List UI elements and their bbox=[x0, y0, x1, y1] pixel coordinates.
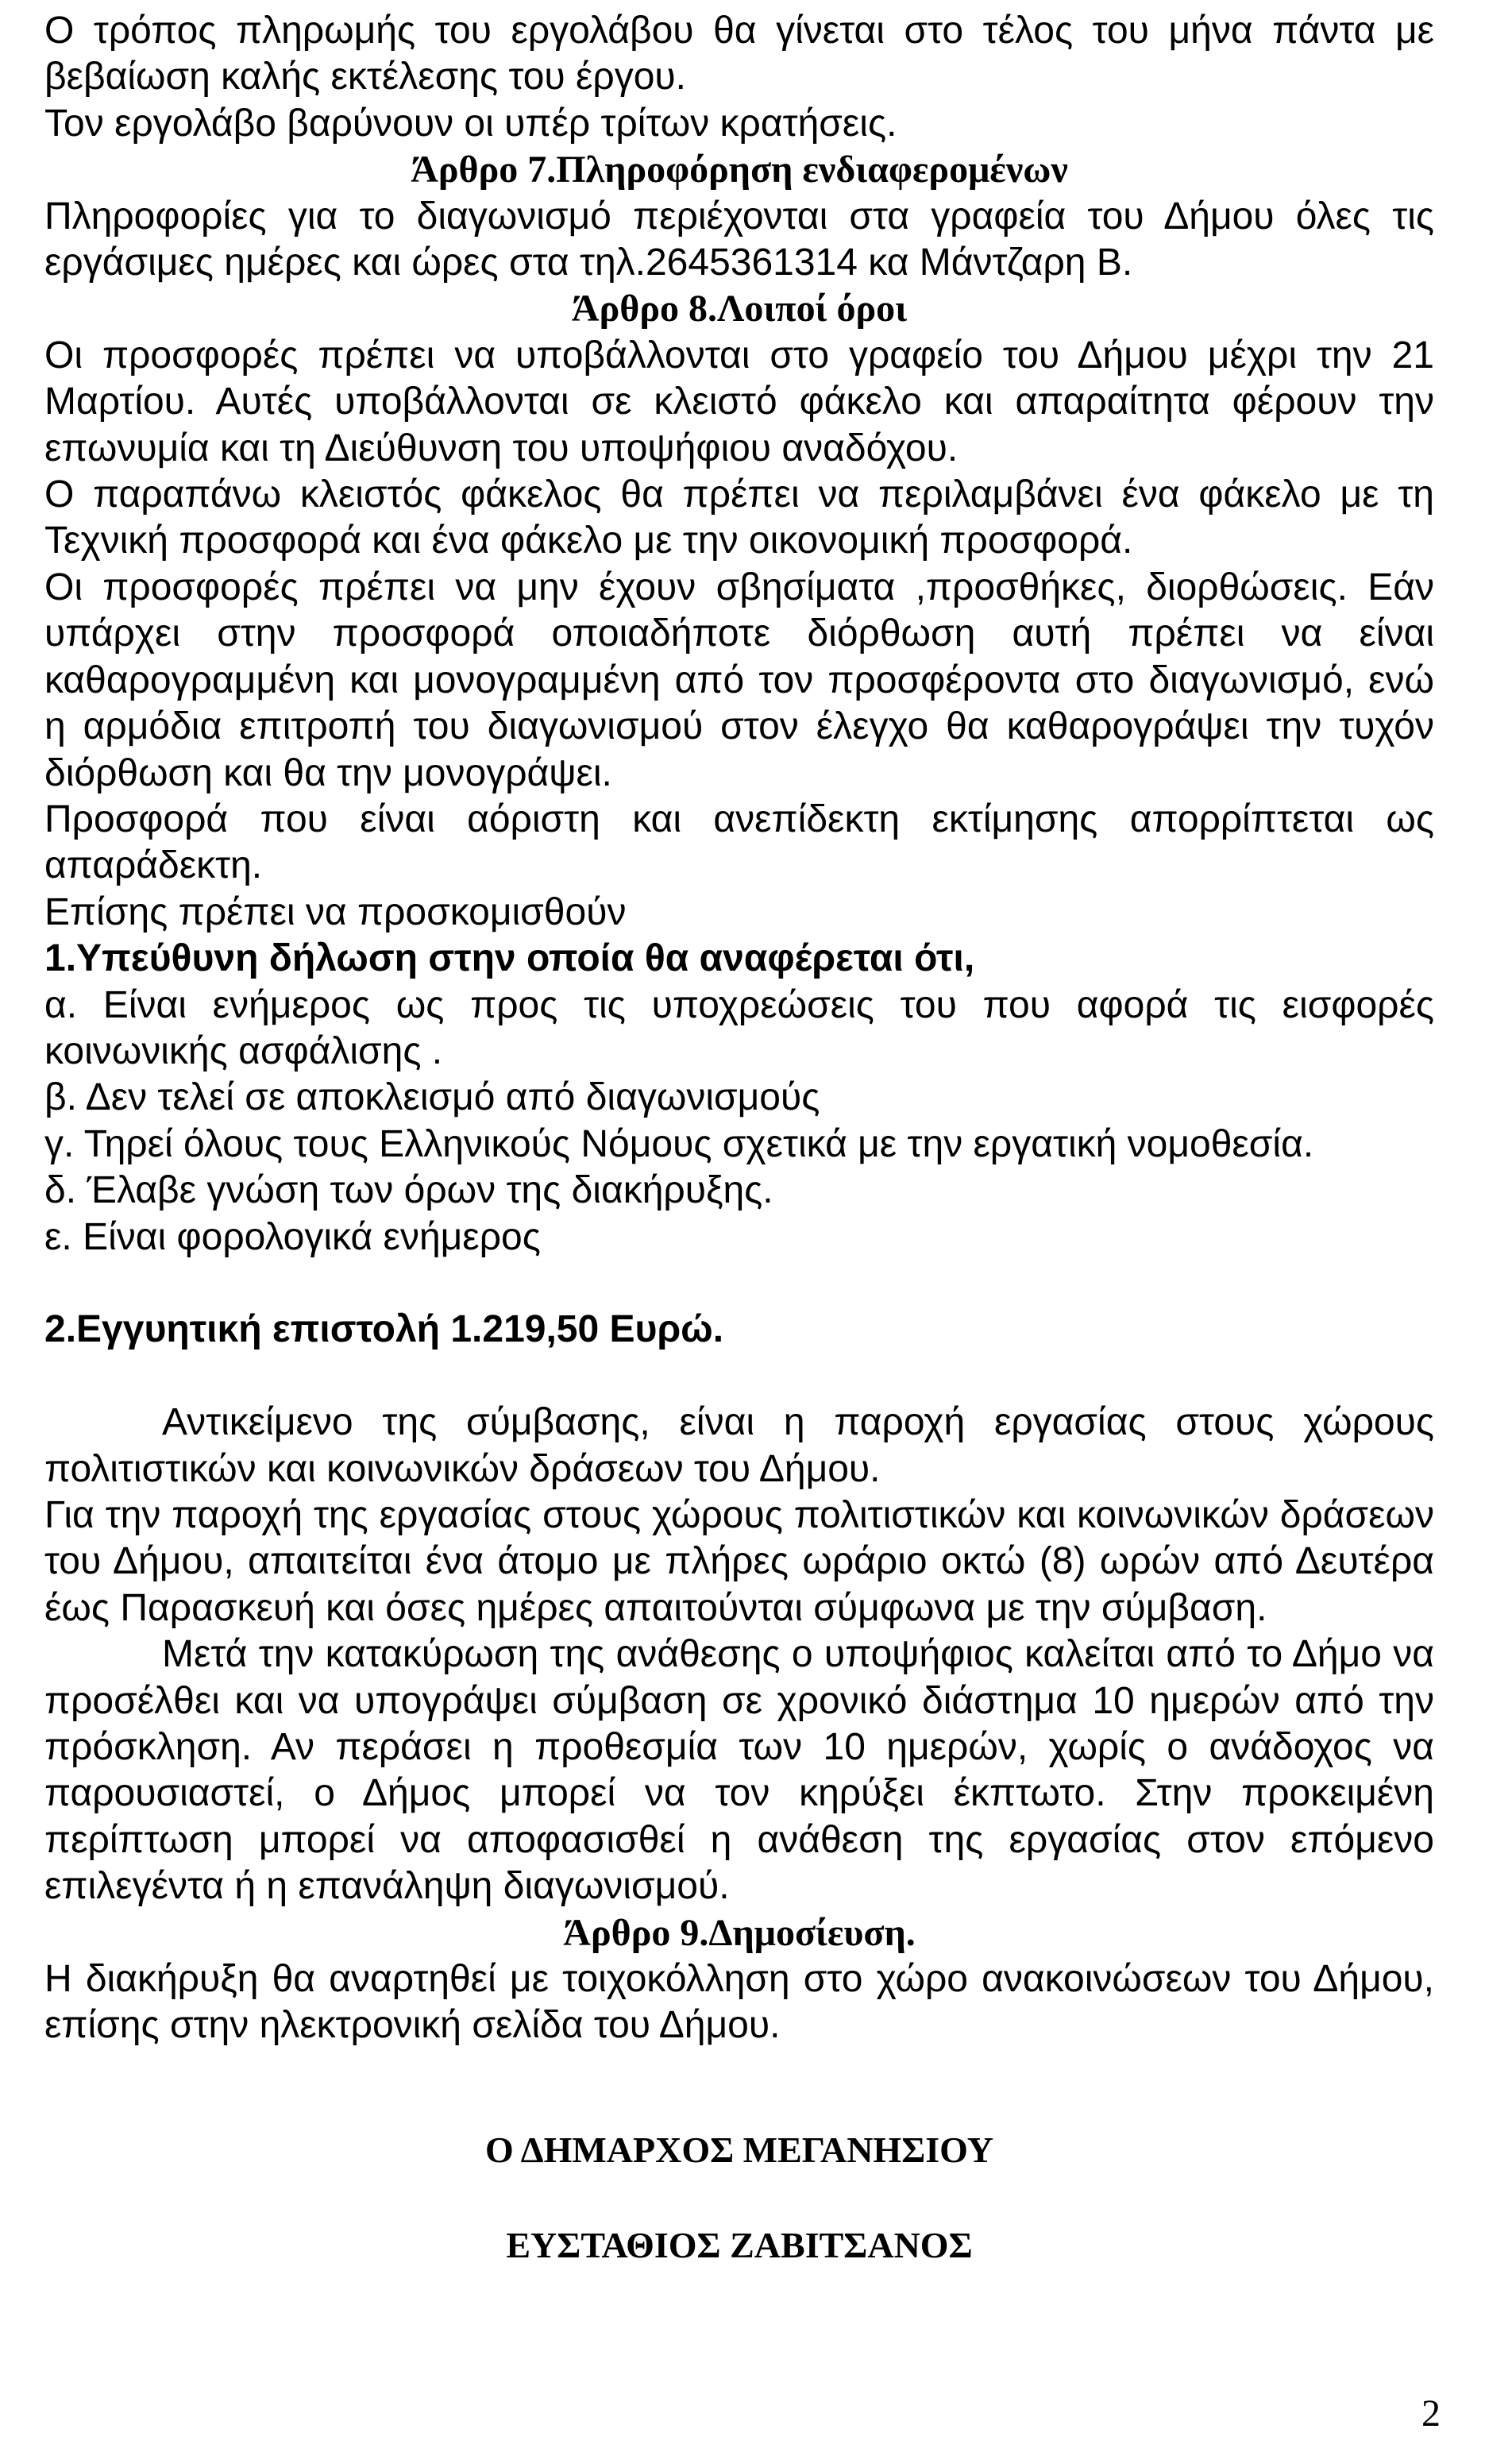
deductions-paragraph: Τον εργολάβο βαρύνουν οι υπέρ τρίτων κρατήσεις. bbox=[44, 102, 897, 145]
page-number: 2 bbox=[1421, 2392, 1441, 2435]
award-paragraph: Μετά την κατακύρωση της ανάθεσης ο υποψήφιος καλείται από το Δήμο να προσέλθει και να υπογράψει σύμβαση σε χρονικό διάστημα 10 ημερών από την πρόσκληση. Αν περάσει η προθεσμία των 10 ημερών, χωρίς ο ανάδοχος να παρουσιαστεί, ο Δήμος μπορεί να τον κηρύξει έκπτωτο. Στην προκειμένη περίπτωση μπορεί να αποφασισθεί η ανάθεση της εργασίας στον επόμενο επιλεγέντα ή η επανάληψη διαγωνισμού. bbox=[44, 1633, 1434, 1908]
list-item-d: δ. Έλαβε γνώση των όρων της διακήρυξης. bbox=[44, 1169, 773, 1212]
submission-paragraph: Οι προσφορές πρέπει να υποβάλλονται στο γραφείο του Δήμου μέχρι την 21 Μαρτίου. Αυτές υποβάλλονται σε κλειστό φάκελο και απαραίτητα φέρουν την επωνυμία και τη Διεύθυνση του υποψήφιου αναδόχου. bbox=[44, 334, 1434, 469]
contract-subject-paragraph: Αντικείμενο της σύμβασης, είναι η παροχή εργασίας στους χώρους πολιτιστικών και κοινωνικών δράσεων του Δήμου. bbox=[44, 1401, 1434, 1490]
corrections-paragraph: Οι προσφορές πρέπει να μην έχουν σβησίματα ,προσθήκες, διορθώσεις. Εάν υπάρχει στην προσφορά οποιαδήποτε διόρθωση αυτή πρέπει να είναι καθαρογραμμένη και μονογραμμένη από τον προσφέροντα στο διαγωνισμό, ενώ η αρμόδια επιτροπή του διαγωνισμού στον έλεγχο θα καθαρογράψει την τυχόν διόρθωση και θα την μονογράψει. bbox=[44, 566, 1434, 794]
article-7-heading: Άρθρο 7.Πληροφόρηση ενδιαφερομένων bbox=[411, 149, 1068, 191]
rejection-paragraph: Προσφορά που είναι αόριστη και ανεπίδεκτη εκτίμησης απορρίπτεται ως απαράδεκτη. bbox=[44, 797, 1434, 887]
list-item-b: β. Δεν τελεί σε αποκλεισμό από διαγωνισμούς bbox=[44, 1076, 820, 1119]
publication-paragraph: Η διακήρυξη θα αναρτηθεί με τοιχοκόλληση στο χώρο ανακοινώσεων του Δήμου, επίσης στην ηλεκτρονική σελίδα του Δήμου. bbox=[44, 1958, 1434, 2047]
payment-paragraph: Ο τρόπος πληρωμής του εργολάβου θα γίνεται στο τέλος του μήνα πάντα με βεβαίωση καλής εκτέλεσης του έργου. bbox=[44, 10, 1434, 98]
envelope-paragraph: Ο παραπάνω κλειστός φάκελος θα πρέπει να περιλαμβάνει ένα φάκελο με τη Τεχνική προσφορά και ένα φάκελο με την οικονομική προσφορά. bbox=[44, 473, 1434, 562]
information-paragraph: Πληροφορίες για το διαγωνισμό περιέχονται στα γραφεία του Δήμου όλες τις εργάσιμες ημέρες και ώρες στα τηλ.2645361314 κα Μάντζαρη Β. bbox=[44, 195, 1434, 284]
list-item-a: α. Είναι ενήμερος ως προς τις υποχρεώσεις του που αφορά τις εισφορές κοινωνικής ασφάλισης . bbox=[44, 983, 1434, 1072]
article-8-heading: Άρθρο 8.Λοιποί όροι bbox=[571, 288, 908, 330]
spacer bbox=[44, 1353, 1434, 1400]
mayor-title: Ο ΔΗΜΑΡΧΟΣ ΜΕΓΑΝΗΣΙΟΥ bbox=[485, 2130, 993, 2171]
spacer bbox=[44, 2173, 1434, 2222]
spacer bbox=[44, 1261, 1434, 1307]
spacer bbox=[44, 2049, 1434, 2095]
list-item-e: ε. Είναι φορολογικά ενήμερος bbox=[44, 1215, 541, 1258]
list-item-c: γ. Τηρεί όλους τους Ελληνικούς Νόμους σχετικά με την εργατική νομοθεσία. bbox=[44, 1122, 1314, 1165]
documents-intro: Επίσης πρέπει να προσκομισθούν bbox=[44, 890, 627, 933]
item-1-title: 1.Υπεύθυνη δήλωση στην οποία θα αναφέρεται ότι, bbox=[44, 937, 975, 980]
mayor-name: ΕΥΣΤΑΘΙΟΣ ΖΑΒΙΤΣΑΝΟΣ bbox=[506, 2225, 973, 2266]
document-page bbox=[44, 8, 1434, 2269]
item-2-title: 2.Εγγυητική επιστολή 1.219,50 Ευρώ. bbox=[44, 1308, 724, 1351]
work-schedule-paragraph: Για την παροχή της εργασίας στους χώρους πολιτιστικών και κοινωνικών δράσεων του Δήμου, απαιτείται ένα άτομο με πλήρες ωράριο οκτώ (8) ωρών από Δευτέρα έως Παρασκευή και όσες ημέρες απαιτούνται σύμφωνα με την σύμβαση. bbox=[44, 1493, 1434, 1629]
article-9-heading: Άρθρο 9.Δημοσίευση. bbox=[563, 1911, 916, 1954]
